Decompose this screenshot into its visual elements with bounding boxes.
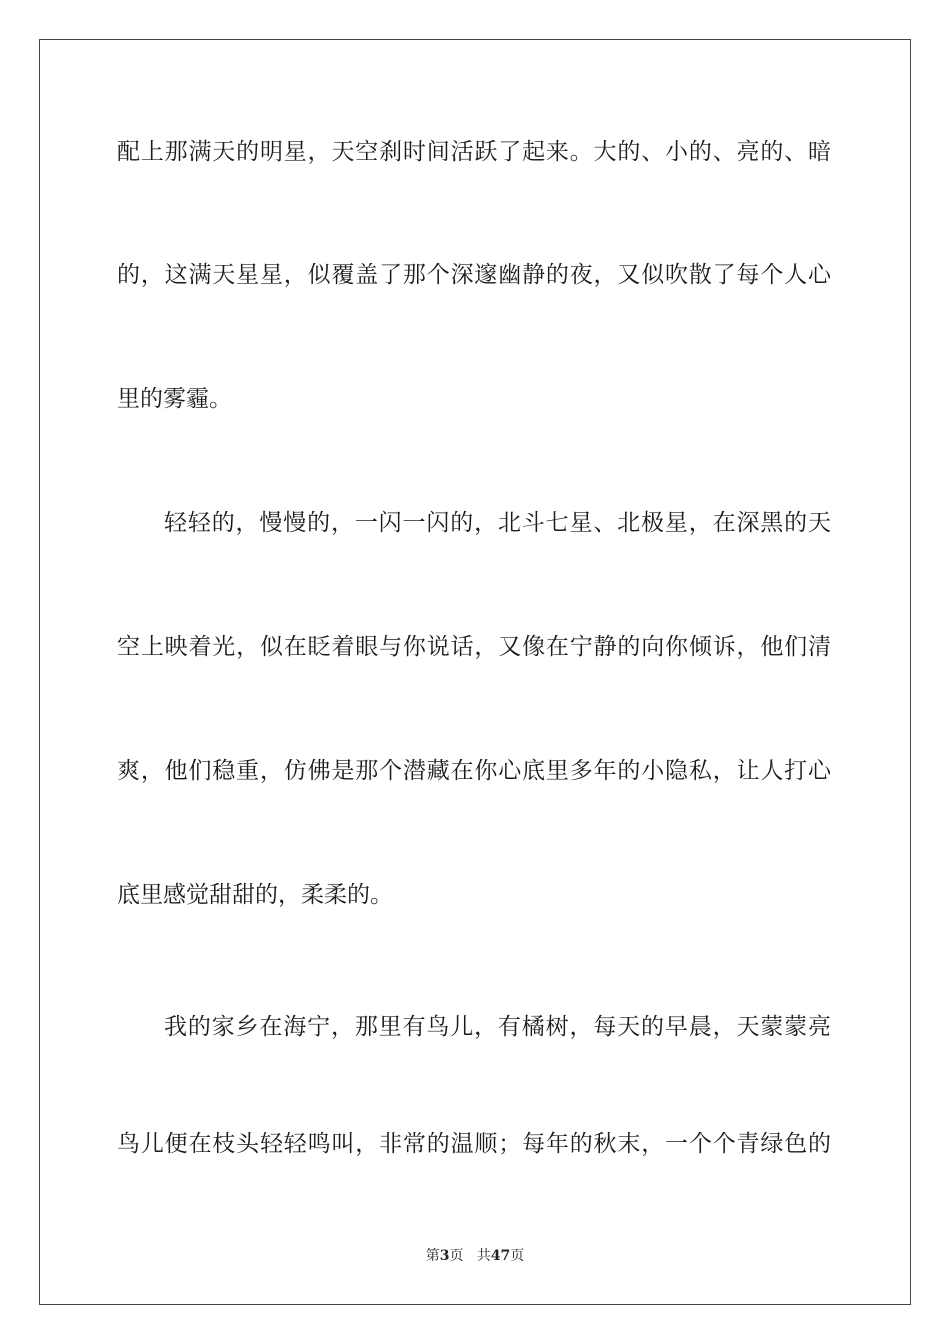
text-line: 空上映着光，似在眨着眼与你说话，又像在宁静的向你倾诉，他们清 — [117, 634, 831, 660]
text-line: 里的雾霾。 — [117, 386, 232, 412]
total-label-suffix: 页 — [510, 1248, 525, 1264]
page-footer — [0, 1247, 950, 1265]
text-line: 配上那满天的明星，天空刹时间活跃了起来。大的、小的、亮的、暗 — [117, 139, 831, 165]
text-line: 爽，他们稳重，仿佛是那个潜藏在你心底里多年的小隐私，让人打心 — [117, 758, 831, 784]
text-line: 的，这满天星星，似覆盖了那个深邃幽静的夜，又似吹散了每个人心 — [117, 262, 831, 288]
text-line: 底里感觉甜甜的，柔柔的。 — [117, 882, 393, 908]
page-label-prefix: 第 — [425, 1248, 440, 1264]
page-number: 3 — [439, 1248, 450, 1264]
text-line: 轻轻的，慢慢的，一闪一闪的，北斗七星、北极星，在深黑的天 — [164, 510, 831, 536]
page-label-suffix: 页 — [449, 1248, 464, 1264]
text-line: 鸟儿便在枝头轻轻鸣叫，非常的温顺；每年的秋末，一个个青绿色的 — [117, 1131, 831, 1157]
total-pages: 47 — [490, 1248, 511, 1264]
total-label-prefix: 共 — [476, 1248, 491, 1264]
text-line: 我的家乡在海宁，那里有鸟儿，有橘树，每天的早晨，天蒙蒙亮 — [164, 1014, 831, 1040]
page-border — [39, 39, 911, 1305]
